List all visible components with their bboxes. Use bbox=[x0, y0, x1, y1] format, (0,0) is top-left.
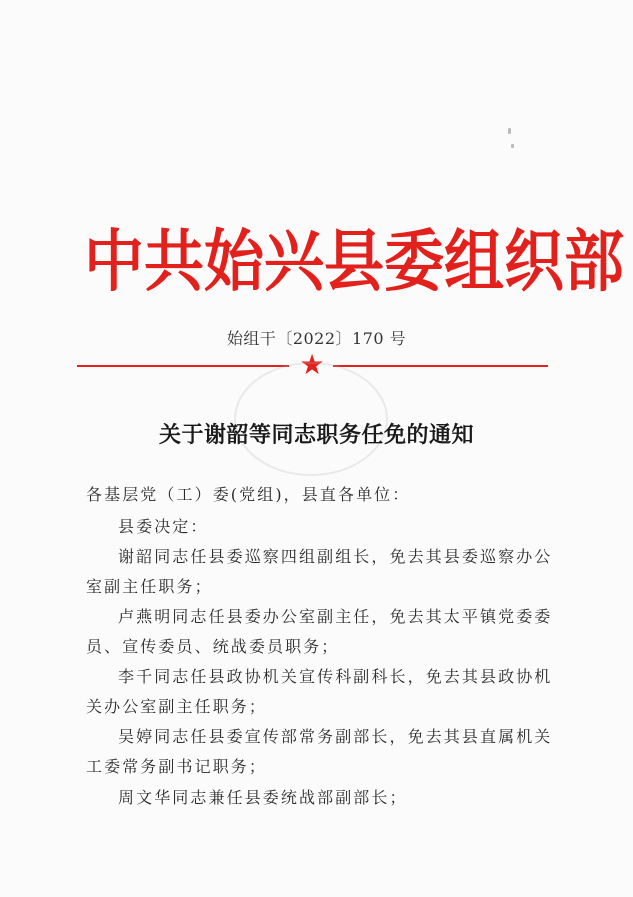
masthead-char: 县 bbox=[324, 222, 384, 302]
masthead-char: 始 bbox=[204, 222, 264, 302]
body-line: 卢燕明同志任县委办公室副主任，免去其太平镇党委委 bbox=[118, 607, 553, 626]
masthead-char: 委 bbox=[384, 222, 444, 302]
divider-left bbox=[77, 365, 289, 367]
masthead-char: 织 bbox=[504, 222, 564, 302]
masthead-char: 兴 bbox=[264, 222, 324, 302]
body-line: 关办公室副主任职务； bbox=[86, 697, 268, 716]
body-line: 周文华同志兼任县委统战部副部长； bbox=[118, 788, 408, 807]
star-icon: ★ bbox=[299, 348, 325, 381]
masthead-char: 中 bbox=[84, 222, 144, 302]
scan-speck bbox=[508, 128, 511, 134]
notice-title: 关于谢韶等同志职务任免的通知 bbox=[158, 423, 474, 448]
masthead-char: 共 bbox=[144, 222, 204, 302]
body-line: 谢韶同志任县委巡察四组副组长，免去其县委巡察办公 bbox=[118, 547, 553, 566]
body-line: 室副主任职务； bbox=[86, 577, 213, 596]
divider-right bbox=[333, 365, 548, 367]
body-line: 李千同志任县政协机关宣传科副科长，免去其县政协机 bbox=[118, 667, 553, 686]
body-line: 县委决定： bbox=[118, 517, 209, 536]
body-line: 工委常务副书记职务； bbox=[86, 757, 268, 776]
document-number: 始组干〔2022〕170 号 bbox=[226, 329, 407, 348]
scan-speck bbox=[511, 144, 514, 148]
masthead-char: 组 bbox=[444, 222, 504, 302]
salutation: 各基层党（工）委(党组)，县直各单位： bbox=[86, 485, 411, 504]
masthead bbox=[84, 218, 624, 305]
body-line: 员、宣传委员、统战委员职务； bbox=[86, 637, 340, 656]
body-line: 吴婷同志任县委宣传部常务副部长，免去其县直属机关 bbox=[118, 727, 553, 746]
masthead-char: 部 bbox=[564, 222, 624, 302]
